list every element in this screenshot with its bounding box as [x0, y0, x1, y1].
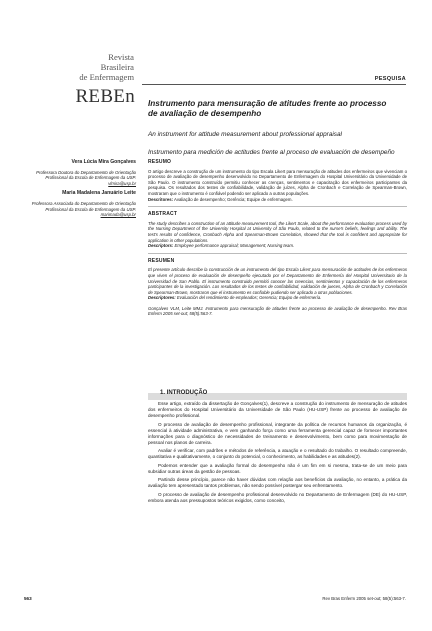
abstracts: [148, 160, 407, 326]
abstract-keywords: Descriptors: Employee performance appraisal; Management; Nursing team.: [148, 243, 295, 249]
author-2: [24, 191, 136, 217]
journal-logo: REBEn: [75, 86, 135, 107]
author-email-link[interactable]: vlmira@usp.br: [108, 180, 136, 186]
resumen-heading: RESUMEN: [148, 257, 175, 264]
author-name: Maria Madalena Januário Leite: [62, 190, 136, 197]
resumen-block: [148, 259, 407, 321]
resumo-block: [148, 160, 407, 207]
author-email-link[interactable]: marimada@usp.br: [100, 212, 136, 218]
author-name: Vera Lúcia Mira Gonçalves: [71, 159, 136, 165]
resumo-body: O artigo descreve a construção de um instrumento do tipo Escala Likert para mensuração de atitudes dos enfermeiros que vivenciam o processo de avaliação de desempenho desenvolvido no Departamento de Enfermagem do Hospital Universitário da Universidade de São Paulo. O instrumento construído permitiu conhecer as crenças, sentimentos e capacitação dos enfermeiros participantes da pesquisa. Os resultados dos testes de confiabilidade, validação de juízes, Alpha de Cronbach e Correlação de Spearman-Brown, mostraram que o instrumento é confiável podendo ser aplicado a outras populações.: [148, 168, 407, 196]
abstract-block: [148, 212, 407, 254]
article-title-en: An instrument for attitude measurement about professional appraisal: [148, 131, 342, 138]
author-1: [24, 160, 136, 186]
intro-paragraph: O processo de avaliação de desempenho profissional, integrante da política de recursos humanos da organização, é essencial à atividade administrativa, e vem ganhando força como uma ferramenta gerencial capaz de fornecer importantes informações para o diagnóstico de necessidades de treinamento e desenvolvimento, bem como para movimentação de pessoal nos planos de carreira.: [148, 421, 407, 445]
resumo-keywords: Descritores: Avaliação de desempenho; Gerência; Equipe de enfermagem.: [148, 196, 293, 202]
article-title: Instrumento para mensuração de atitudes frente ao processo de avaliação de desempenho: [148, 99, 387, 118]
intro-text: [148, 401, 407, 507]
resumen-keywords: Descriptores: Evaluación del rendimiento de empleados; Gerencia; Equipo de enfermería.: [148, 295, 322, 301]
intro-heading: 1. INTRODUÇÃO: [160, 390, 208, 396]
journal-name: Revista Brasileira de Enfermagem: [79, 52, 134, 82]
author-affiliation: Professora Associada do Departamento de Orientação Profissional da Escola de Enfermagem da USP.: [31, 200, 136, 212]
author-affiliation: Professora Doutora do Departamento de Orientação Profissional da Escola de Enfermagem da USP.: [36, 169, 136, 181]
intro-paragraph: Esse artigo, extraído da dissertação de Gonçalves(1), descreve a construção do instrumento de mensuração de atitudes dos enfermeiros do Hospital Universitário da Universidade de São Paulo (HU-USP) frente ao processo de avaliação de desempenho profissional.: [148, 401, 407, 418]
intro-paragraph: Partindo desse princípio, parece não haver dúvidas com relação aos benefícios da avaliação, no entanto, a prática da avaliação tem apresentado tantos problemas, não sendo possível postergar seu enfrentamento.: [148, 477, 407, 489]
resumo-heading: RESUMO: [148, 159, 172, 165]
resumen-body: El presente artículo describe la construcción de un instrumento del tipo Escala Likert para mensuración de actitudes de los enfermeros que viven el proceso de evaluación de desempeño ejecutado por el Departamento de Enfermería del Hospital Universitario de la Universidad de San Pablo. El instrumento construido permitió conocer las creencias, sentimientos y capacitación de los enfermeros participantes de la investigación. Los resultados de los testes de confiabilidad, validación de jueces, Alpha de Cronbach y Correlación de Spearman-Brown, mostraron que el instrumento es confiable pudiendo ser aplicado a otras poblaciones.: [148, 267, 407, 295]
intro-paragraph: Avaliar é verificar, com padrões e métodos de referência, a atuação e o resultado do trabalho. O resultado compreende, quantitativa e qualitativamente, o conjunto do potencial, o conhecimento, as habilidades e as atitudes(2).: [148, 448, 407, 460]
abstract-body: The study describes a construction of an attitude measurement tool, the Likert Scale, about the performance evaluation process used by the Nursing Department of the University Hospital at University of São Paulo, related to the nurse's beliefs, feelings and ability. The test's results of confidence, Cronbach Alpha and Spearman-Brown Correlation, showed that the tool is confident and appropriate for application in other populations.: [148, 220, 407, 243]
intro-paragraph: O processo de avaliação de desempenho profissional desenvolvido no Departamento de Enfermagem (DE) do HU-USP, embora atenda aos pressupostos teóricos exigidos, como conceito,: [148, 491, 407, 503]
citation: Gonçalves VLM, Leite MMJ. Instrumento para mensuração de atitudes frente ao processo de avaliação de desempenho. Rev Bras Enferm 2005 set-out; 58(5):563-7.: [148, 305, 407, 317]
article-title-es: Instrumento para medición de actitudes frente al proceso de evaluación de desempeño: [148, 149, 395, 156]
intro-paragraph: Podemos entender que a avaliação formal do desempenho não é um fim em si mesma, trata-se de um meio para subsidiar outras áreas da gestão de pessoas.: [148, 462, 407, 474]
running-footer: Rev Bras Enferm 2005 set-out; 58(5):563-7.: [322, 596, 406, 601]
section-label: PESQUISA: [374, 76, 406, 82]
abstract-heading: ABSTRACT: [148, 211, 178, 218]
header-rule: [142, 84, 406, 85]
page-number: 563: [24, 596, 32, 601]
author-column: [24, 160, 136, 223]
